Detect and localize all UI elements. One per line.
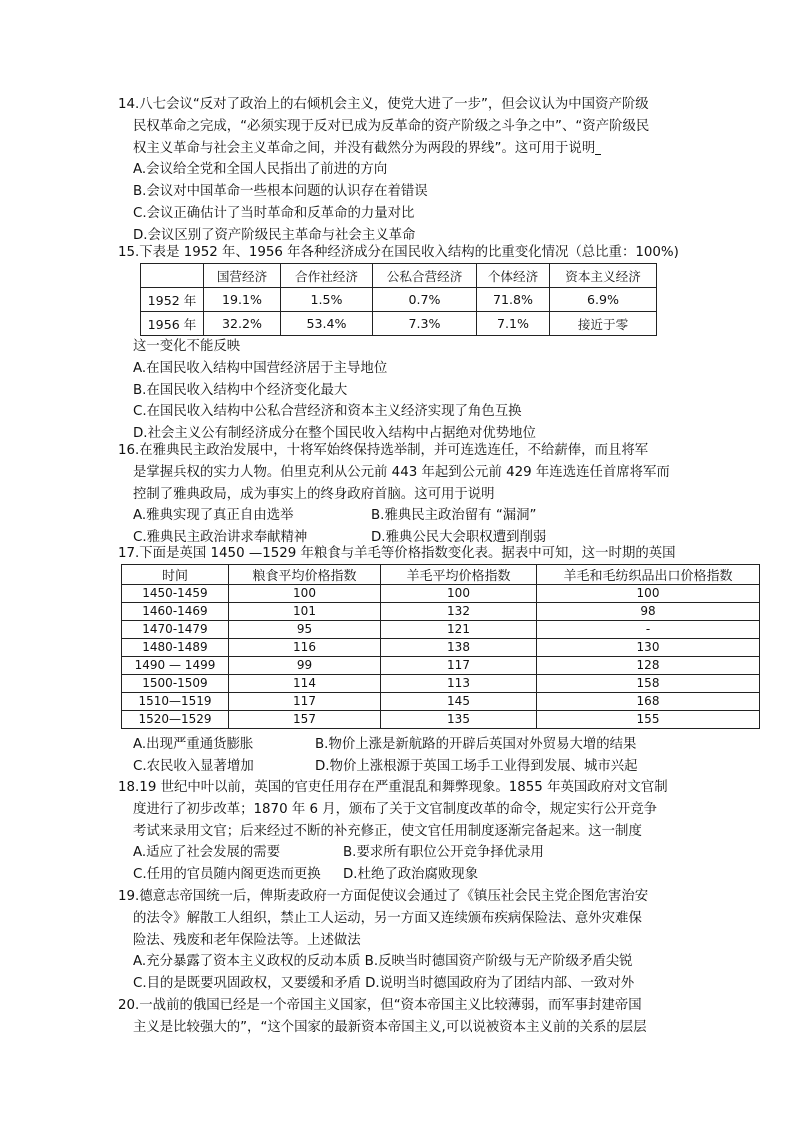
question-16-stem-line-3: 控制了雅典政局，成为事实上的终身政府首脑。这可用于说明 xyxy=(133,486,495,502)
table-cell: 71.8% xyxy=(477,288,550,312)
table-cell: 100 xyxy=(537,585,760,603)
question-19 xyxy=(118,886,778,995)
economy-table xyxy=(140,263,657,336)
table-cell: 1952 年 xyxy=(141,288,204,312)
table-header-cell: 合作社经济 xyxy=(281,264,373,288)
question-16-stem-line-1: 16.在雅典民主政治发展中，十将军始终保持选举制，并可连选连任，不给薪俸，而且将军 xyxy=(118,443,649,458)
table-cell: 138 xyxy=(381,639,537,657)
table-cell: 1.5% xyxy=(281,288,373,312)
question-14-stem-line-2: 民权革命之完成，“必须实现于反对已成为反革命的资产阶级之斗争之中”、“资产阶级民 xyxy=(133,118,650,134)
question-19-options-row-1: A.充分暴露了资本主义政权的反动本质 B.反映当时德国资产阶级与无产阶级矛盾尖锐 xyxy=(133,954,633,970)
question-20-stem-line-2: 主义是比较强大的”，“这个国家的最新资本帝国主义,可以说被资本主义前的关系的层层 xyxy=(133,1019,647,1035)
table-header-cell: 时间 xyxy=(122,565,229,585)
question-16-option-b: B.雅典民主政治留有 “漏洞” xyxy=(371,508,537,524)
question-14-stem-line-1: 14.八七会议“反对了政治上的右倾机会主义，使党大进了一步”，但会议认为中国资产阶级 xyxy=(118,97,649,112)
table-cell: 53.4% xyxy=(281,312,373,336)
table-row xyxy=(141,288,657,312)
question-16-option-a: A.雅典实现了真正自由选举 xyxy=(133,508,294,524)
question-17-options-row-1 xyxy=(118,734,778,756)
question-17-option-c: C.农民收入显著增加 xyxy=(133,758,254,774)
table-header-cell xyxy=(141,264,204,288)
question-18-option-a: A.适应了社会发展的需要 xyxy=(133,845,281,861)
question-19-options-row-2: C.目的是既要巩固政权，又要缓和矛盾 D.说明当时德国政府为了团结内部、一致对外 xyxy=(133,976,635,992)
table-cell: 158 xyxy=(537,675,760,693)
question-17-options xyxy=(118,734,778,778)
table-header-row xyxy=(122,565,760,585)
question-15-option-b: B.在国民收入结构中个经济变化最大 xyxy=(133,382,348,398)
table-header-cell: 羊毛和毛纺织品出口价格指数 xyxy=(537,565,760,585)
table-row xyxy=(122,675,760,693)
table-row xyxy=(122,621,760,639)
table-cell: 1520—1529 xyxy=(122,711,229,729)
table-cell: 168 xyxy=(537,693,760,711)
table-cell: 100 xyxy=(381,585,537,603)
table-cell: 1956 年 xyxy=(141,312,204,336)
question-18 xyxy=(118,777,778,886)
table-cell: 1490 — 1499 xyxy=(122,657,229,675)
question-17-option-b: B.物价上涨是新航路的开辟后英国对外贸易大增的结果 xyxy=(315,737,637,752)
price-index-table xyxy=(121,564,760,729)
table-cell: 99 xyxy=(229,657,381,675)
question-15-tail xyxy=(118,336,778,445)
table-cell: 100 xyxy=(229,585,381,603)
question-15-option-a: A.在国民收入结构中国营经济居于主导地位 xyxy=(133,360,388,376)
question-18-stem-line-3: 考试来录用文官；后来经过不断的补充修正，使文官任用制度逐渐完备起来。这一制度 xyxy=(133,823,642,839)
question-14-option-a: A.会议给全党和全国人民指出了前进的方向 xyxy=(133,162,388,178)
table-cell: 155 xyxy=(537,711,760,729)
question-19-stem-line-1: 19.德意志帝国统一后，俾斯麦政府一方面促使议会通过了《镇压社会民主党企图危害治安 xyxy=(118,889,649,904)
table-header-cell: 资本主义经济 xyxy=(550,264,657,288)
question-16-stem-line-2: 是掌握兵权的实力人物。伯里克利从公元前 443 年起到公元前 429 年连选连任首席将军而 xyxy=(133,464,670,480)
table-cell: 114 xyxy=(229,675,381,693)
question-18-stem-line-2: 度进行了初步改革；1870 年 6 月，颁布了关于文官制度改革的命令，规定实行公开竞争 xyxy=(133,801,658,817)
table-cell: 117 xyxy=(229,693,381,711)
table-cell: 接近于零 xyxy=(550,312,657,336)
table-cell: 145 xyxy=(381,693,537,711)
question-17-option-d: D.物价上涨根源于英国工场手工业得到发展、城市兴起 xyxy=(315,758,638,774)
table-cell: 121 xyxy=(381,621,537,639)
table-cell: 32.2% xyxy=(204,312,281,336)
table-cell: 130 xyxy=(537,639,760,657)
table-cell: 1460-1469 xyxy=(122,603,229,621)
question-14-option-c: C.会议正确估计了当时革命和反革命的力量对比 xyxy=(133,205,415,221)
question-16-option-d: D.雅典公民大会职权遭到削弱 xyxy=(371,530,547,546)
table-cell: 157 xyxy=(229,711,381,729)
question-17 xyxy=(118,543,778,565)
question-15 xyxy=(118,242,778,264)
question-15-option-d: D.社会主义公有制经济成分在整个国民收入结构中占据绝对优势地位 xyxy=(133,426,536,442)
question-17-options-row-2 xyxy=(118,756,778,778)
question-18-stem-line-1: 18.19 世纪中叶以前，英国的官吏任用存在严重混乱和舞弊现象。1855 年英国政府对文官制 xyxy=(118,780,668,795)
table-row xyxy=(122,693,760,711)
table-cell: 7.3% xyxy=(373,312,477,336)
question-17-stem: 17.下面是英国 1450 —1529 年粮食与羊毛等价格指数变化表。据表中可知，这一时期的英国 xyxy=(118,546,676,561)
table-header-cell: 羊毛平均价格指数 xyxy=(381,565,537,585)
table-cell: 6.9% xyxy=(550,288,657,312)
table-header-cell: 国营经济 xyxy=(204,264,281,288)
question-15-option-c: C.在国民收入结构中公私合营经济和资本主义经济实现了角色互换 xyxy=(133,404,522,420)
table-row xyxy=(122,711,760,729)
table-header-row xyxy=(141,264,657,288)
table-cell: 19.1% xyxy=(204,288,281,312)
table-cell: 117 xyxy=(381,657,537,675)
question-16-option-c: C.雅典民主政治讲求奉献精神 xyxy=(133,530,308,546)
question-18-options-row-2 xyxy=(118,864,778,886)
question-14-stem-line-3: 权主义革命与社会主义革命之间，并没有截然分为两段的界线”。这可用于说明 xyxy=(118,138,778,160)
question-18-option-b: B.要求所有职位公开竞争择优录用 xyxy=(343,845,544,861)
question-14 xyxy=(118,94,778,247)
question-19-stem-line-2: 的法令》解散工人组织，禁止工人运动，另一方面又连续颁布疾病保险法、意外灾难保 xyxy=(133,910,642,926)
table-cell: 1510—1519 xyxy=(122,693,229,711)
question-20 xyxy=(118,995,778,1039)
table-row xyxy=(122,657,760,675)
table-cell: - xyxy=(537,621,760,639)
question-18-option-d: D.杜绝了政治腐败现象 xyxy=(343,867,479,883)
question-18-options-row-1 xyxy=(118,842,778,864)
table-header-cell: 公私合营经济 xyxy=(373,264,477,288)
table-row xyxy=(122,639,760,657)
table-cell: 135 xyxy=(381,711,537,729)
table-header-cell: 个体经济 xyxy=(477,264,550,288)
table-cell: 128 xyxy=(537,657,760,675)
question-18-option-c: C.任用的官员随内阁更迭而更换 xyxy=(133,867,321,883)
question-19-stem-line-3: 险法、残废和老年保险法等。上述做法 xyxy=(133,932,361,948)
table-cell: 95 xyxy=(229,621,381,639)
table-cell: 1470-1479 xyxy=(122,621,229,639)
question-20-stem-line-1: 20.一战前的俄国已经是一个帝国主义国家，但“资本帝国主义比较薄弱，而军事封建帝国 xyxy=(118,998,642,1013)
table-header-cell: 粮食平均价格指数 xyxy=(229,565,381,585)
table-cell: 1500-1509 xyxy=(122,675,229,693)
question-14-option-d: D.会议区别了资产阶级民主革命与社会主义革命 xyxy=(133,227,416,243)
table-row xyxy=(122,585,760,603)
question-15-stem: 15.下表是 1952 年、1956 年各种经济成分在国民收入结构的比重变化情况（总比重：100%) xyxy=(118,245,679,260)
table-row xyxy=(141,312,657,336)
table-cell: 98 xyxy=(537,603,760,621)
table-cell: 1450-1459 xyxy=(122,585,229,603)
table-cell: 116 xyxy=(229,639,381,657)
table-cell: 0.7% xyxy=(373,288,477,312)
question-14-option-b: B.会议对中国革命一些根本问题的认识存在着错误 xyxy=(133,184,428,200)
table-cell: 113 xyxy=(381,675,537,693)
question-16 xyxy=(118,440,778,549)
table-cell: 101 xyxy=(229,603,381,621)
table-row xyxy=(122,603,760,621)
question-15-after-table: 这一变化不能反映 xyxy=(133,339,241,354)
question-17-option-a: A.出现严重通货膨胀 xyxy=(133,737,254,752)
table-cell: 7.1% xyxy=(477,312,550,336)
table-cell: 1480-1489 xyxy=(122,639,229,657)
table-cell: 132 xyxy=(381,603,537,621)
question-16-options-row-1 xyxy=(118,505,778,527)
